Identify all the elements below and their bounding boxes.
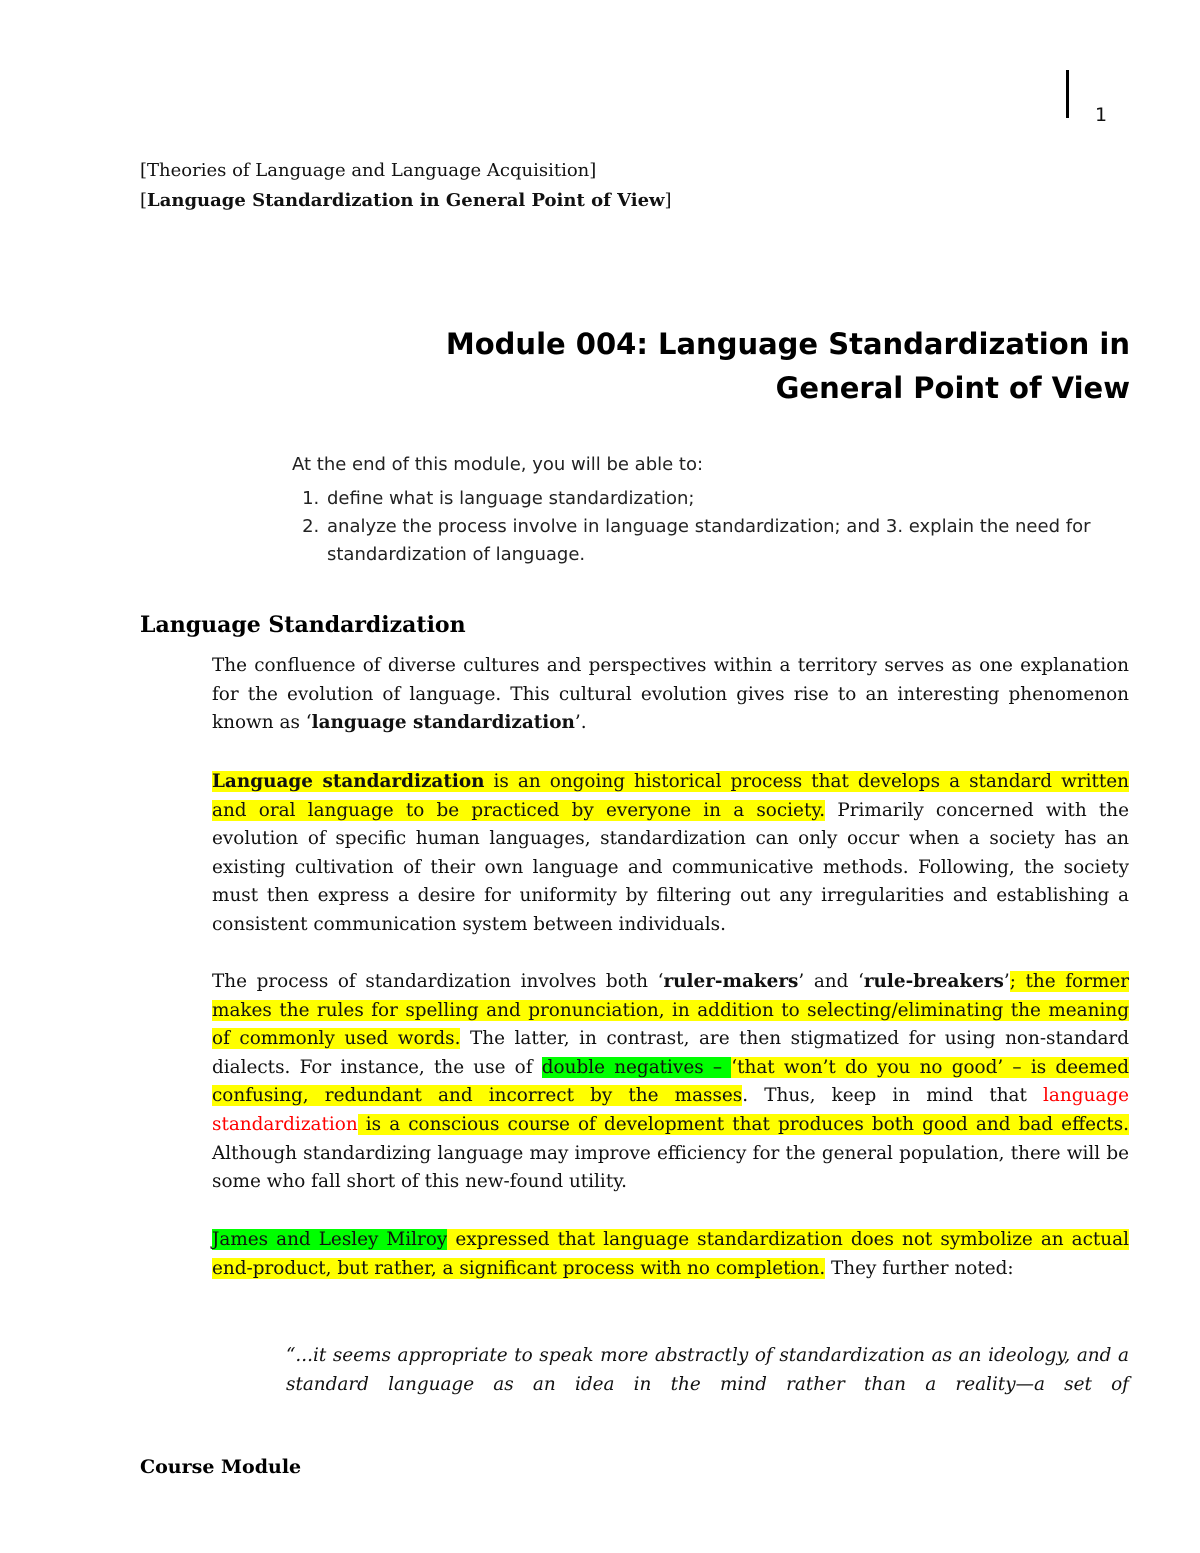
paragraph-3-highlight-effects: is a conscious course of development that produces both good and bad effects. (357, 1113, 1129, 1135)
bracket-open: [ (140, 190, 148, 211)
paragraph-3-quote-close: ’ (1003, 971, 1010, 992)
paragraph-3-text-b: ’ and ‘ (798, 971, 864, 992)
paragraph-2-term-highlight: Language standardization (212, 771, 485, 792)
module-subtitle-line (140, 186, 672, 216)
paragraph-2 (212, 768, 1129, 940)
page-number: 1 (1095, 104, 1108, 126)
paragraph-4-highlight-statement: expressed that language standardization does not symbolize an actual end-product, but rather, a significant process with no completion. (212, 1229, 1129, 1279)
bracket-close: ] (664, 190, 672, 211)
course-title-line: [Theories of Language and Language Acquisition] (140, 160, 597, 181)
paragraph-1-text: The confluence of diverse cultures and perspectives within a territory serves as one explanation for the evolution of language. This cultural evolution gives rise to an interesting phenomenon known as ‘ (212, 655, 1129, 734)
paragraph-3-text-c: The latter, in contrast, are then stigmatized for using non-standard dialects. For instance, the use of (212, 1028, 1129, 1078)
paragraph-2-definition-highlight: is an ongoing historical process that develops a standard written and oral language to be practiced by everyone in a society. (212, 771, 1129, 821)
paragraph-1 (212, 652, 1129, 738)
page-footer: Course Module (140, 1456, 302, 1478)
term-ruler-makers: ruler-makers (663, 971, 799, 992)
section-heading: Language Standardization (140, 612, 466, 638)
page-number-divider (1066, 70, 1069, 118)
paragraph-1-term: language standardization (311, 712, 575, 734)
paragraph-3-highlight-example: ‘that won’t do you no good’ – is deemed confusing, redundant and incorrect by the masses (212, 1056, 1129, 1107)
course-header (140, 156, 672, 216)
objective-item: 2. analyze the process involve in language standardization; and 3. explain the need for standardization of language. (325, 513, 1092, 569)
paragraph-3-red-term: language standardization (212, 1085, 1129, 1135)
paragraph-4-text: They further noted: (825, 1257, 1014, 1279)
paragraph-3 (212, 968, 1129, 1197)
paragraph-4-highlight-authors: James and Lesley Milroy (212, 1229, 448, 1250)
block-quote: “...it seems appropriate to speak more abstractly of standardization as an ideology, and a standard language as an idea in the mind rather than a reality—a set of (286, 1345, 1129, 1395)
module-subtitle: Language Standardization in General Point of View (147, 190, 665, 211)
objective-item: 1. define what is language standardization; (325, 485, 1092, 513)
page-title (446, 322, 1130, 410)
paragraph-3-highlight-former: ; the former makes the rules for spelling and pronunciation, in addition to selecting/eliminating the meaning of commonly used words. (212, 971, 1130, 1050)
page-title-line-1: Module 004: Language Standardization in (445, 327, 1130, 361)
paragraph-3-text-d: . Thus, keep in mind that (742, 1085, 1044, 1107)
paragraph-3-text-e: Although standardizing language may improve efficiency for the general population, there will be some who fall short of this new-found utility. (212, 1142, 1129, 1193)
objectives-list (292, 485, 1092, 569)
objectives-intro: At the end of this module, you will be able to: (292, 454, 704, 475)
paragraph-4 (212, 1226, 1129, 1283)
paragraph-1-end: ’. (574, 712, 587, 734)
paragraph-3-highlight-double-negatives: double negatives – (541, 1056, 732, 1078)
page-title-line-2: General Point of View (775, 371, 1130, 405)
paragraph-3-text-a: The process of standardization involves both ‘ (212, 971, 664, 992)
learning-objectives (292, 451, 1092, 569)
paragraph-2-text: Primarily concerned with the evolution of specific human languages, standardization can only occur when a society has an existing cultivation of their own language and communicative methods. Following, the society must then express a desire for uniformity by filtering out any irregularities and establishing a consistent communication system between individuals. (212, 799, 1129, 935)
term-rule-breakers: rule-breakers (863, 971, 1004, 992)
